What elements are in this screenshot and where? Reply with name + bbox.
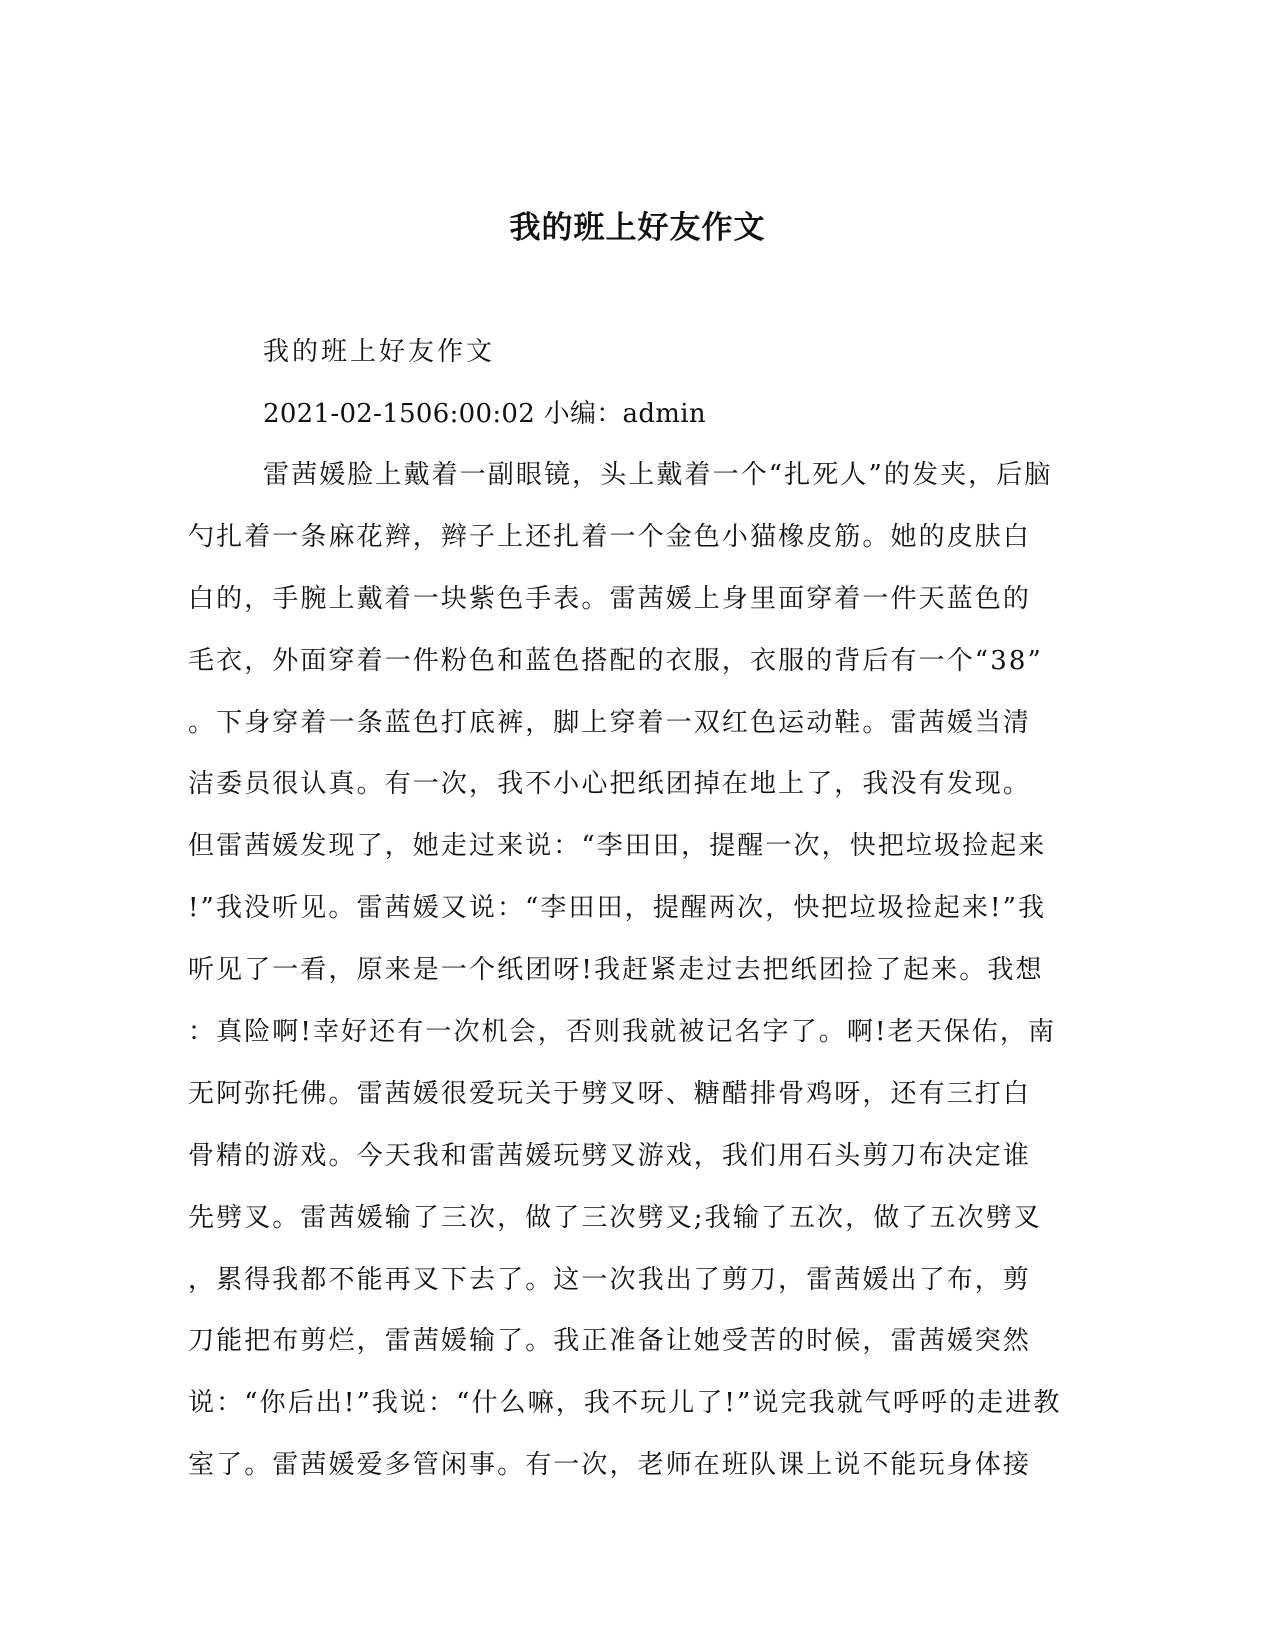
body-line: 先劈叉。雷茜媛输了三次，做了三次劈叉;我输了五次，做了五次劈叉 bbox=[188, 1202, 1042, 1233]
body-line: 勺扎着一条麻花辫，辫子上还扎着一个金色小猫橡皮筋。她的皮肤白 bbox=[188, 521, 1032, 552]
body-line: 毛衣，外面穿着一件粉色和蓝色搭配的衣服，衣服的背后有一个“38” bbox=[188, 645, 1043, 676]
body-line: 说：“你后出!”我说：“什么嘛，我不玩儿了!”说完我就气呼呼的走进教 bbox=[188, 1388, 1062, 1419]
article-body bbox=[188, 455, 1088, 1507]
body-line: 无阿弥托佛。雷茜媛很爱玩关于劈叉呀、糖醋排骨鸡呀，还有三打白 bbox=[188, 1078, 1032, 1109]
body-line: 听见了一看，原来是一个纸团呀!我赶紧走过去把纸团捡了起来。我想 bbox=[188, 955, 1044, 986]
article-subtitle: 我的班上好友作文 bbox=[263, 337, 496, 367]
body-line: 室了。雷茜媛爱多管闲事。有一次，老师在班队课上说不能玩身体接 bbox=[188, 1450, 1032, 1481]
body-line: 骨精的游戏。今天我和雷茜媛玩劈叉游戏，我们用石头剪刀布决定谁 bbox=[188, 1140, 1032, 1171]
body-line: 洁委员很认真。有一次，我不小心把纸团掉在地上了，我没有发现。 bbox=[188, 769, 1032, 800]
body-line: 白的，手腕上戴着一块紫色手表。雷茜媛上身里面穿着一件天蓝色的 bbox=[188, 583, 1032, 614]
body-line: ，累得我都不能再叉下去了。这一次我出了剪刀，雷茜媛出了布，剪 bbox=[188, 1264, 1032, 1295]
body-line: 刀能把布剪烂，雷茜媛输了。我正准备让她受苦的时候，雷茜媛突然 bbox=[188, 1326, 1032, 1357]
document-title: 我的班上好友作文 bbox=[509, 210, 766, 246]
article-date-author: 2021-02-1506:00:02 小编：admin bbox=[263, 399, 706, 429]
body-line: !”我没听见。雷茜媛又说：“李田田，提醒两次，快把垃圾捡起来!”我 bbox=[188, 893, 1047, 924]
body-line: 。下身穿着一条蓝色打底裤，脚上穿着一双红色运动鞋。雷茜媛当清 bbox=[188, 707, 1032, 738]
body-line: 雷茜媛脸上戴着一副眼镜，头上戴着一个“扎死人”的发夹，后脑 bbox=[263, 460, 1053, 490]
body-line: ：真险啊!幸好还有一次机会，否则我就被记名字了。啊!老天保佑，南 bbox=[188, 1017, 1057, 1048]
body-line: 但雷茜媛发现了，她走过来说：“李田田，提醒一次，快把垃圾捡起来 bbox=[188, 831, 1047, 862]
